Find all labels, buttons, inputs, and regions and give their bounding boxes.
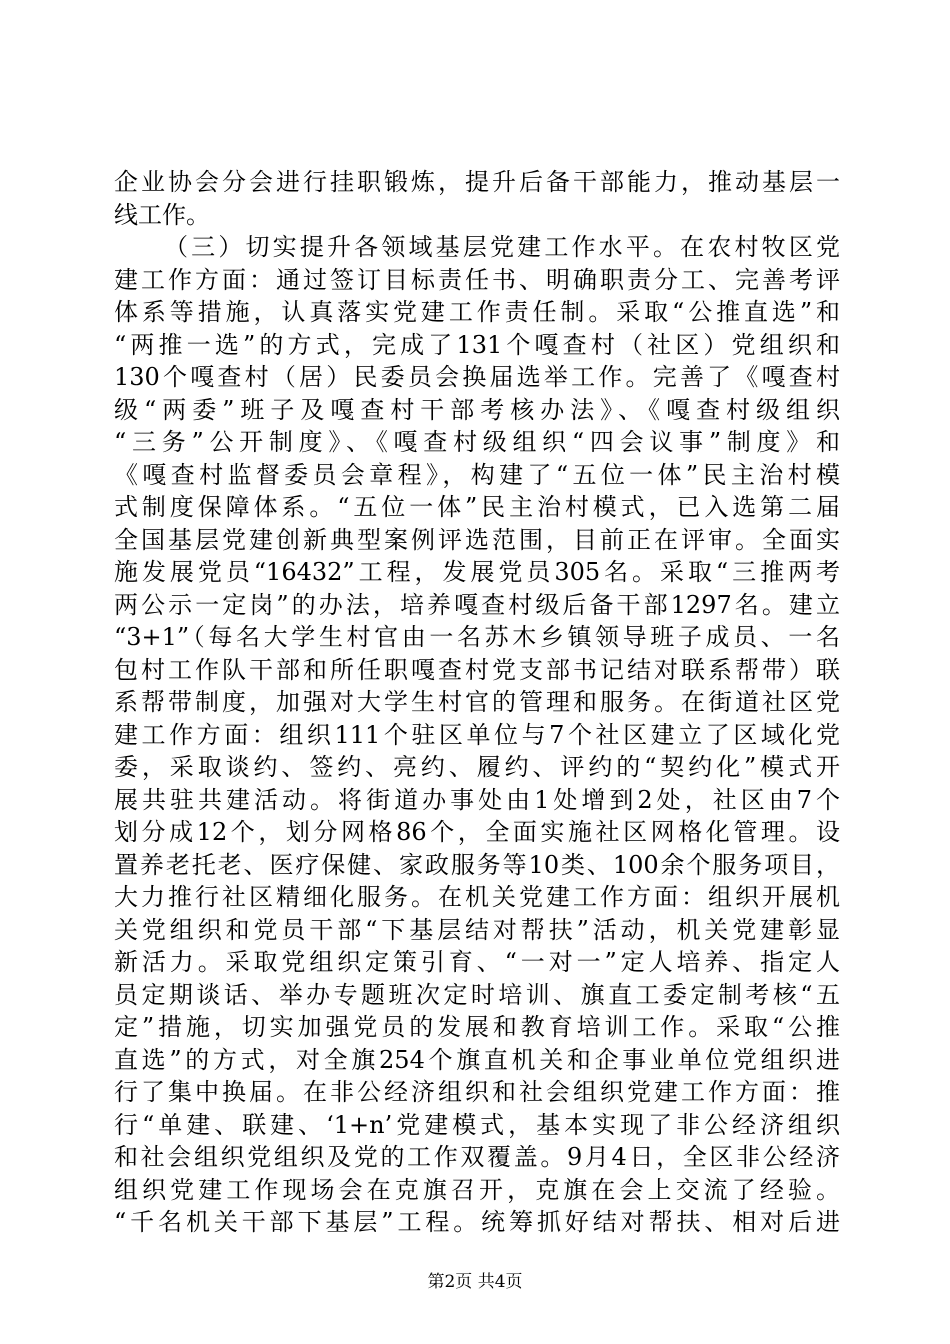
- text-line: 企业协会分会进行挂职锻炼，提升后备干部能力，推动基层一: [114, 168, 840, 196]
- text-line: 和社会组织党组织及党的工作双覆盖。9月4日，全区非公经济: [114, 1143, 840, 1171]
- text-line: “三务”公开制度》、《嘎查村级组织“四会议事”制度》和: [114, 428, 840, 456]
- body-text: [114, 166, 840, 1239]
- text-line: 直选”的方式，对全旗254个旗直机关和企事业单位党组织进: [114, 1045, 840, 1074]
- text-line: 级“两委”班子及嘎查村干部考核办法》、《嘎查村级组织: [114, 395, 840, 424]
- page-number: 第2页 共4页: [427, 1272, 523, 1292]
- text-line: 130个嘎查村（居）民委员会换届选举工作。完善了《嘎查村: [114, 363, 840, 391]
- text-line: 行“单建、联建、‘1+n’党建模式，基本实现了非公经济组织: [114, 1110, 840, 1139]
- text-line: 两公示一定岗”的办法，培养嘎查村级后备干部1297名。建立: [114, 590, 840, 619]
- text-line: 线工作。: [114, 200, 210, 229]
- text-line: 式制度保障体系。“五位一体”民主治村模式，已入选第二届: [114, 493, 840, 521]
- text-line: 组织党建工作现场会在克旗召开，克旗在会上交流了经验。: [114, 1175, 840, 1204]
- page-footer: [0, 1271, 950, 1293]
- text-line: 施发展党员“16432”工程，发展党员305名。采取“三推两考: [114, 558, 840, 586]
- text-line: 置养老托老、医疗保健、家政服务等10类、100余个服务项目，: [114, 850, 840, 879]
- text-line: 体系等措施，认真落实党建工作责任制。采取“公推直选”和: [114, 298, 840, 326]
- text-line: 关党组织和党员干部“下基层结对帮扶”活动，机关党建彰显: [114, 915, 840, 944]
- text-line: 委，采取谈约、签约、亮约、履约、评约的“契约化”模式开: [114, 753, 840, 781]
- text-line: 员定期谈话、举办专题班次定时培训、旗直工委定制考核“五: [114, 980, 840, 1009]
- text-line: 新活力。采取党组织定策引育、“一对一”定人培养、指定人: [114, 948, 840, 976]
- text-line: 行了集中换届。在非公经济组织和社会组织党建工作方面：推: [114, 1078, 840, 1106]
- text-line: 建工作方面：组织111个驻区单位与7个社区建立了区域化党: [114, 720, 840, 749]
- text-line: “千名机关干部下基层”工程。统筹抓好结对帮扶、相对后进: [114, 1208, 840, 1236]
- text-line: 建工作方面：通过签订目标责任书、明确职责分工、完善考评: [114, 265, 840, 294]
- text-line: 大力推行社区精细化服务。在机关党建工作方面：组织开展机: [114, 883, 840, 911]
- text-line: 划分成12个，划分网格86个，全面实施社区网格化管理。设: [114, 818, 840, 846]
- text-line: 《嘎查村监督委员会章程》，构建了“五位一体”民主治村模: [114, 460, 840, 489]
- text-line: 系帮带制度，加强对大学生村官的管理和服务。在街道社区党: [114, 688, 840, 716]
- section-heading-line: （三）切实提升各领域基层党建工作水平。在农村牧区党: [164, 233, 840, 261]
- text-line: 展共驻共建活动。将街道办事处由1处增到2处，社区由7个: [114, 785, 840, 814]
- text-line: 包村工作队干部和所任职嘎查村党支部书记结对联系帮带）联: [114, 655, 840, 684]
- text-line: 全国基层党建创新典型案例评选范围，目前正在评审。全面实: [114, 525, 840, 554]
- text-line: 定”措施，切实加强党员的发展和教育培训工作。采取“公推: [114, 1013, 840, 1041]
- text-line: “两推一选”的方式，完成了131个嘎查村（社区）党组织和: [114, 330, 840, 359]
- text-line: “3+1”（每名大学生村官由一名苏木乡镇领导班子成员、一名: [114, 623, 840, 651]
